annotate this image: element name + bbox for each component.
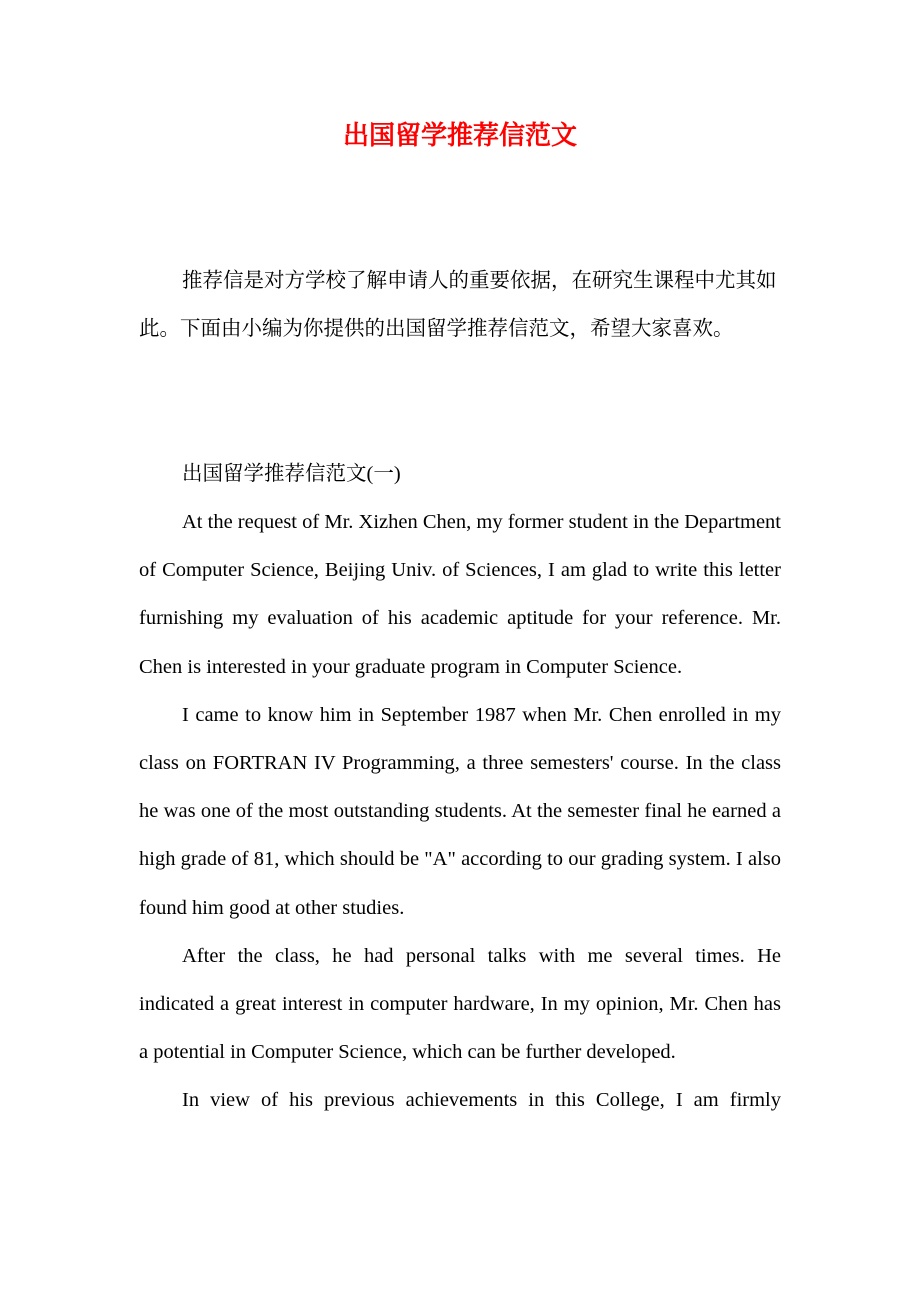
letter-body [139, 498, 781, 1125]
letter-paragraph: In view of his previous achievements in this College, I am firmly [182, 1089, 781, 1112]
letter-paragraph: After the class, he had personal talks with me several times. He indicated a great interest in computer hardware, In my opinion, Mr. Chen has a potential in Computer Science, which can be further developed. [139, 944, 781, 1064]
intro-paragraph: 推荐信是对方学校了解申请人的重要依据，在研究生课程中尤其如此。下面由小编为你提供的出国留学推荐信范文，希望大家喜欢。 [139, 270, 777, 340]
letter-paragraph: At the request of Mr. Xizhen Chen, my former student in the Department of Computer Science, Beijing Univ. of Sciences, I am glad to write this letter furnishing my evaluation of his academic aptitude for your reference. Mr. Chen is interested in your graduate program in Computer Science. [139, 511, 781, 678]
section-heading: 出国留学推荐信范文(一) [182, 463, 401, 485]
letter-paragraph: I came to know him in September 1987 when Mr. Chen enrolled in my class on FORTRAN IV Programming, a three semesters' course. In the class he was one of the most outstanding students. At the semester final he earned a high grade of 81, which should be "A" according to our grading system. I also found him good at other studies. [139, 703, 781, 919]
document-title: 出国留学推荐信范文 [342, 121, 577, 150]
